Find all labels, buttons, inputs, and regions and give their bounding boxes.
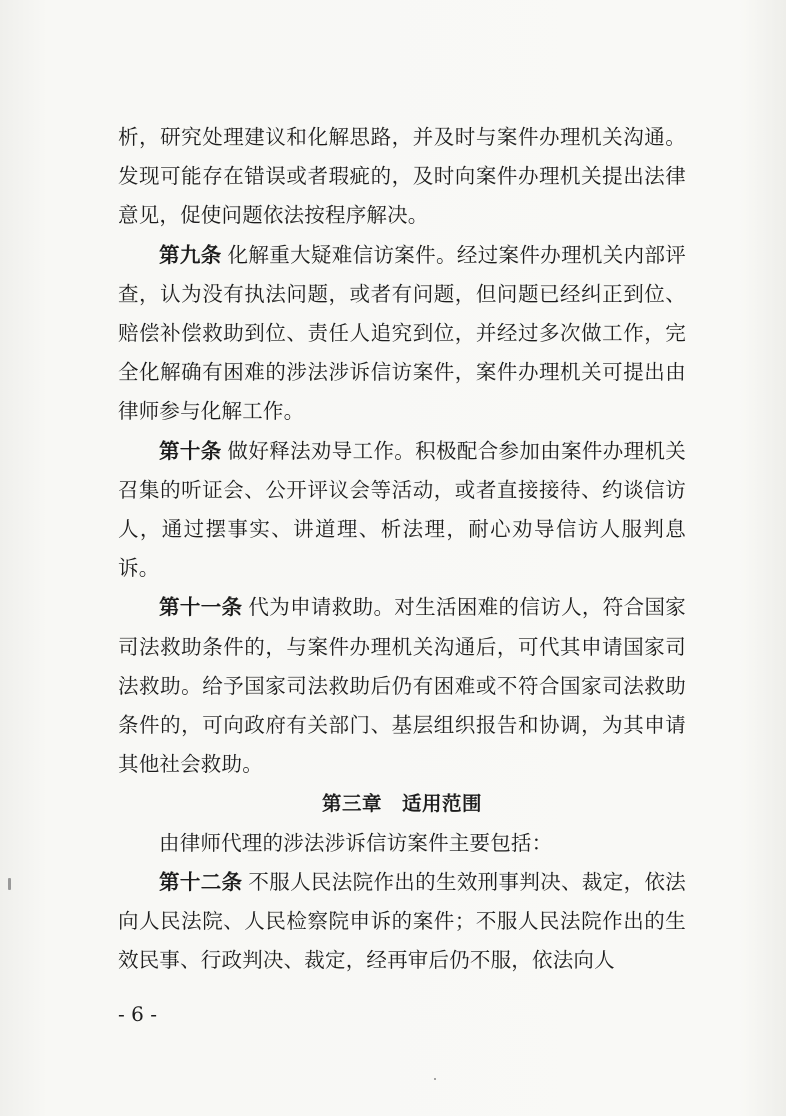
article-number: 第十条 xyxy=(159,438,222,463)
scan-mark xyxy=(8,878,11,890)
article-number: 第十一条 xyxy=(159,595,243,620)
article-12 xyxy=(118,863,686,981)
article-text: 做好释法劝导工作。积极配合参加由案件办理机关召集的听证会、公开评议会等活动，或者直接接待、约谈信访人，通过摆事实、讲道理、析法理，耐心劝导信访人服判息诉。 xyxy=(118,438,686,581)
chapter-title: 第三章 适用范围 xyxy=(321,792,482,816)
scan-speck xyxy=(434,1078,436,1080)
article-9 xyxy=(118,236,686,432)
scope-intro xyxy=(118,824,686,863)
article-10 xyxy=(118,432,686,589)
article-text: 代为申请救助。对生活困难的信访人，符合国家司法救助条件的，与案件办理机关沟通后，可代其申请国家司法救助。给予国家司法救助后仍有困难或不符合国家司法救助条件的，可向政府有关部门、基层组织报告和协调，为其申请其他社会救助。 xyxy=(118,595,686,777)
article-text: 不服人民法院作出的生效刑事判决、裁定，依法向人民法院、人民检察院申诉的案件；不服人民法院作出的生效民事、行政判决、裁定，经再审后仍不服，依法向人 xyxy=(118,869,686,973)
article-number: 第九条 xyxy=(159,242,222,267)
document-body xyxy=(118,118,686,980)
paragraph-continuation xyxy=(118,118,686,236)
page-number: - 6 - xyxy=(118,1002,157,1026)
article-number: 第十二条 xyxy=(159,869,243,894)
article-text: 化解重大疑难信访案件。经过案件办理机关内部评查，认为没有执法问题，或者有问题，但问题已经纠正到位、赔偿补偿救助到位、责任人追究到位，并经过多次做工作，完全化解确有困难的涉法涉诉信访案件，案件办理机关可提出由律师参与化解工作。 xyxy=(118,242,686,424)
paragraph-text: 析，研究处理建议和化解思路，并及时与案件办理机关沟通。发现可能存在错误或者瑕疵的，及时向案件办理机关提出法律意见，促使问题依法按程序解决。 xyxy=(118,125,686,228)
article-11 xyxy=(118,588,686,784)
paragraph-text: 由律师代理的涉法涉诉信访案件主要包括： xyxy=(159,830,553,855)
